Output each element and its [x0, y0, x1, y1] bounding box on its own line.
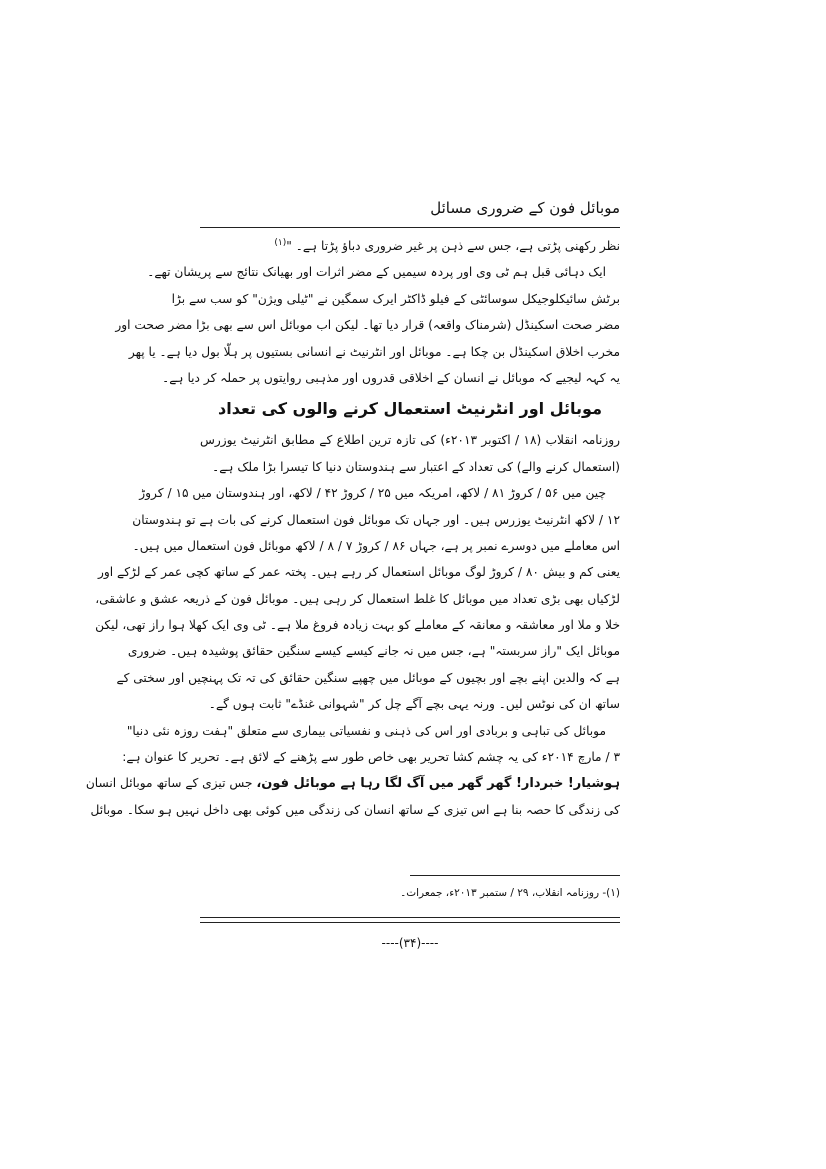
- body-line: ۳ / مارچ ۲۰۱۴ء کی یہ چشم کشا تحریر بھی خاص طور سے پڑھنے کے لائق ہے۔ تحریر کا عنوان ہے:: [122, 750, 620, 765]
- body-line: یعنی کم و بیش ۸۰ / کروڑ لوگ موبائل استعمال کر رہے ہیں۔ پختہ عمر کے ساتھ کچی عمر کے لڑکے اور: [98, 565, 620, 580]
- body-line: ہوشیار! خبردار! گھر گھر میں آگ لگا رہا ہے موبائل فون، جس تیزی کے ساتھ موبائل انسان: [85, 776, 620, 792]
- body-line: ۱۲ / لاکھ انٹرنیٹ یوزرس ہیں۔ اور جہاں تک موبائل فون استعمال کرنے کی بات ہے تو ہندوستان: [132, 512, 620, 527]
- body-line: لڑکیاں بھی بڑی تعداد میں موبائل کا غلط استعمال کر رہی ہیں۔ موبائل فون کے ذریعہ عشق و عاشقی،: [95, 591, 620, 606]
- body-line: موبائل ایک "راز سربستہ" ہے، جس میں نہ جانے کیسے کیسے سنگین حقائق پوشیدہ ہیں۔ ضروری: [127, 644, 620, 659]
- body-line: (استعمال کرنے والے) کی تعداد کے اعتبار سے ہندوستان دنیا کا تیسرا بڑا ملک ہے۔: [212, 459, 620, 474]
- body-line: ہے کہ والدین اپنے بچے اور بچیوں کے موبائل میں چھپے سنگین حقائق کی تہ تک پہنچیں اور سختی کے: [116, 670, 620, 685]
- body-line: یہ کہہ لیجیے کہ موبائل نے انسان کے اخلاقی قدروں اور مذہبی روایتوں پر حملہ کر دیا ہے۔: [162, 370, 620, 385]
- body-line: مخرب اخلاق اسکینڈل بن چکا ہے۔ موبائل اور انٹرنیٹ نے انسانی بستیوں پر ہلّا بول دیا ہے۔ یا پھر: [128, 344, 620, 359]
- running-header: موبائل فون کے ضروری مسائل: [430, 199, 620, 217]
- body-line: خلا و ملا اور معاشقہ و معانقہ کے معاملے کو بہت زیادہ فروغ ملا ہے۔ ٹی وی ایک کھلا ہوا راز تھی، لیکن: [95, 618, 620, 633]
- body-line: ساتھ ان کی نوٹس لیں۔ ورنہ یہی بچے آگے چل کر "شہوانی غنڈے" ثابت ہوں گے۔: [208, 697, 620, 712]
- body-text: [85, 233, 621, 823]
- footer-rule: [200, 917, 620, 918]
- footer-rule: [200, 922, 620, 923]
- body-line: مضر صحت اسکینڈل (شرمناک واقعہ) قرار دیا تھا۔ لیکن اب موبائل اس سے بھی بڑا مضر صحت اور: [115, 318, 620, 333]
- body-line: ایک دہائی قبل ہم ٹی وی اور پردہ سیمیں کے مضر اثرات اور بھیانک نتائج سے پریشان تھے۔: [147, 265, 606, 280]
- body-line: روزنامہ انقلاب (۱۸ / اکتوبر ۲۰۱۳ء) کی تازہ ترین اطلاع کے مطابق انٹرنیٹ یوزرس: [200, 433, 621, 448]
- body-line: برٹش سائیکلوجیکل سوسائٹی کے فیلو ڈاکٹر ایرک سمگین نے "ٹیلی ویژن" کو سب سے بڑا: [171, 291, 620, 306]
- footnote-reference: (۱): [274, 237, 287, 248]
- footnote: (۱)- روزنامہ انقلاب، ۲۹ / ستمبر ۲۰۱۳ء، جمعرات۔: [400, 887, 620, 899]
- body-line: چین میں ۵۶ / کروڑ ۸۱ / لاکھ، امریکہ میں ۲۵ / کروڑ ۴۲ / لاکھ، اور ہندوستان میں ۱۵ / کروڑ: [139, 486, 606, 501]
- page-number: ----(۳۴)----: [381, 936, 439, 950]
- bold-title: ہوشیار! خبردار! گھر گھر میں آگ لگا رہا ہے موبائل فون،: [256, 776, 620, 792]
- book-page: [85, 195, 621, 985]
- body-line: کی زندگی کا حصہ بنا ہے اس تیزی کے ساتھ انسان کی زندگی میں کوئی بھی داخل نہیں ہو سکا۔ موبائل: [90, 802, 620, 817]
- body-line: اس معاملے میں دوسرے نمبر پر ہے، جہاں ۸۶ / کروڑ ۷ / ۸ / لاکھ موبائل فون استعمال میں ہیں۔: [132, 538, 620, 553]
- section-heading: موبائل اور انٹرنیٹ استعمال کرنے والوں کی تعداد: [218, 399, 602, 419]
- footnote-rule: [410, 875, 620, 876]
- header-rule: [200, 227, 620, 228]
- body-line: موبائل کی تباہی و بربادی اور اس کی ذہنی و نفسیاتی بیماری سے متعلق "ہفت روزہ نئی دنیا": [126, 723, 606, 738]
- body-line: نظر رکھنی پڑتی ہے، جس سے ذہن پر غیر ضروری دباؤ پڑتا ہے۔ "$^{(۱)}$: [274, 237, 620, 253]
